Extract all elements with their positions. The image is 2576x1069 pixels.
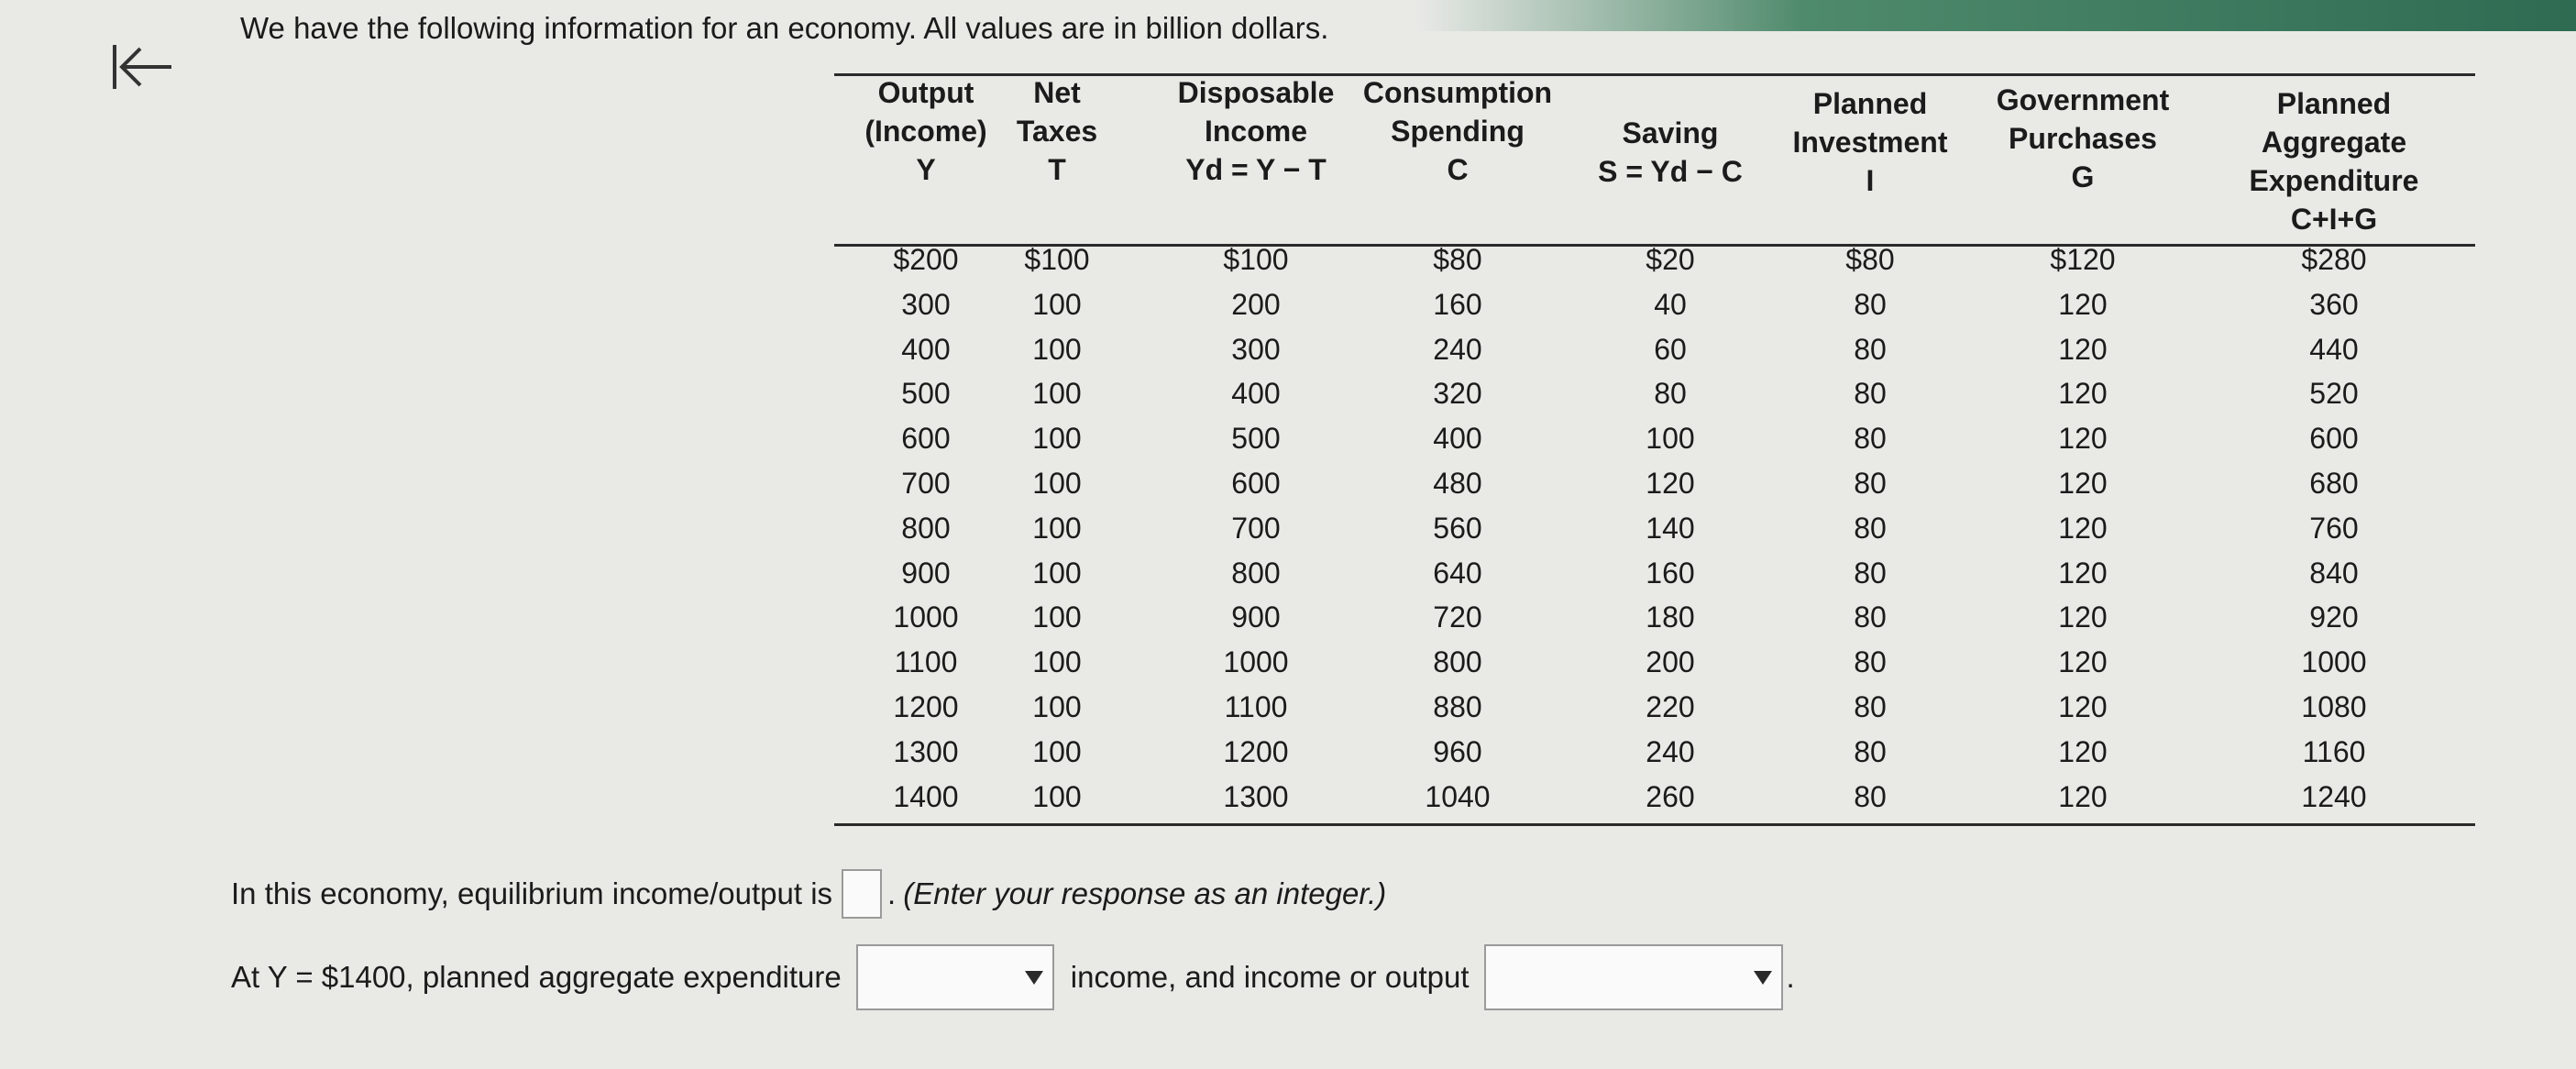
table-cell: 100 (1032, 287, 1082, 321)
table-cell: 560 (1433, 511, 1482, 545)
table-cell: 1300 (893, 734, 959, 768)
column-header-line: Government (1996, 83, 2170, 116)
table-cell: $200 (893, 243, 959, 276)
table-cell: 900 (901, 556, 951, 590)
table-cell: 240 (1433, 332, 1482, 366)
table-cell: 960 (1433, 734, 1482, 768)
table-cell: 100 (1032, 779, 1082, 813)
table-cell: 120 (2058, 779, 2108, 813)
column-header-line: C (1447, 153, 1469, 186)
table-cell: 120 (2058, 645, 2108, 679)
table-cell: 80 (1654, 377, 1687, 411)
table-cell: 700 (1231, 511, 1281, 545)
table-cell: 100 (1032, 690, 1082, 723)
table-cell: 260 (1646, 779, 1695, 813)
table-cell: 120 (2058, 377, 2108, 411)
table-cell: 100 (1032, 422, 1082, 456)
table-cell: 100 (1032, 734, 1082, 768)
question-2-prefix: At Y = $1400, planned aggregate expenditure (231, 960, 842, 994)
table-cell: 240 (1646, 734, 1695, 768)
table-cell: 120 (2058, 511, 2108, 545)
table-cell: 520 (2309, 377, 2359, 411)
table-cell: 1200 (1223, 734, 1289, 768)
table-cell: 1160 (2302, 734, 2366, 768)
column-header-line: Saving (1622, 116, 1719, 149)
column-header-line: I (1866, 164, 1875, 197)
table-cell: 100 (1032, 377, 1082, 411)
table-cell: 100 (1032, 645, 1082, 679)
triangle-down-icon (1021, 964, 1047, 990)
table-cell: 100 (1646, 422, 1695, 456)
table-cell: 1200 (893, 690, 959, 723)
question-1 (231, 869, 1386, 919)
table-cell: 500 (901, 377, 951, 411)
column-header-8 (2250, 84, 2419, 238)
table-cell: $20 (1646, 243, 1695, 276)
back-arrow-icon (105, 39, 179, 94)
table-cell: 80 (1854, 287, 1887, 321)
table-cell: 200 (1231, 287, 1281, 321)
table-cell: 480 (1433, 467, 1482, 500)
table-cell: 300 (901, 287, 951, 321)
table-cell: 200 (1646, 645, 1695, 679)
table-cell: 100 (1032, 332, 1082, 366)
column-header-line: Income (1204, 115, 1308, 148)
column-header-line: Planned (1812, 87, 1928, 120)
table-cell: 360 (2309, 287, 2359, 321)
table-cell: 1240 (2301, 779, 2367, 813)
table-cell: 600 (1231, 467, 1281, 500)
table-cell: 1100 (894, 645, 958, 679)
table-cell: 120 (2058, 601, 2108, 634)
column-header-2 (1017, 73, 1097, 189)
table-cell: 440 (2309, 332, 2359, 366)
column-header-line: Taxes (1016, 115, 1098, 148)
column-header-7 (1997, 81, 2169, 196)
table-cell: 40 (1654, 287, 1687, 321)
table-cell: $100 (1024, 243, 1090, 276)
table-cell: 60 (1654, 332, 1687, 366)
column-header-5 (1598, 114, 1743, 191)
table-cell: 120 (2058, 332, 2108, 366)
table-cell: 760 (2309, 511, 2359, 545)
economy-table (834, 73, 2475, 825)
column-header-4 (1363, 73, 1552, 189)
table-cell: $100 (1223, 243, 1289, 276)
table-cell: 640 (1433, 556, 1482, 590)
table-cell: $120 (2050, 243, 2116, 276)
table-cell: 80 (1854, 645, 1887, 679)
column-header-6 (1793, 84, 1948, 200)
table-cell: 1080 (2301, 690, 2367, 723)
comparison-dropdown-2[interactable] (1484, 944, 1783, 1010)
table-cell: 80 (1854, 556, 1887, 590)
intro-text: We have the following information for an economy. All values are in billion dollars. (240, 11, 1329, 45)
question-2-suffix: . (1786, 960, 1795, 994)
table-cell: 100 (1032, 601, 1082, 634)
column-header-line: Planned (2276, 87, 2392, 120)
column-header-line: T (1048, 153, 1066, 186)
table-cell: $80 (1845, 243, 1895, 276)
table-cell: 80 (1854, 467, 1887, 500)
question-1-hint: (Enter your response as an integer.) (903, 876, 1387, 910)
table-cell: 120 (1646, 467, 1695, 500)
column-header-line: Purchases (2009, 122, 2157, 155)
table-cell: 1100 (1224, 690, 1288, 723)
question-1-prefix: In this economy, equilibrium income/output is (231, 876, 833, 910)
table-cell: 800 (1433, 645, 1482, 679)
table-cell: 120 (2058, 690, 2108, 723)
table-cell: 80 (1854, 377, 1887, 411)
table-cell: 160 (1646, 556, 1695, 590)
column-header-line: Spending (1391, 115, 1525, 148)
question-2 (231, 944, 1795, 1010)
table-cell: 600 (2309, 422, 2359, 456)
table-cell: 1000 (2301, 645, 2367, 679)
table-cell: $80 (1433, 243, 1482, 276)
triangle-down-icon (1750, 964, 1776, 990)
table-cell: 120 (2058, 287, 2108, 321)
table-cell: 1000 (1223, 645, 1289, 679)
table-cell: 80 (1854, 332, 1887, 366)
column-header-line: Disposable (1177, 76, 1335, 109)
table-cell: $280 (2301, 243, 2367, 276)
table-cell: 400 (901, 332, 951, 366)
table-cell: 120 (2058, 556, 2108, 590)
table-cell: 680 (2309, 467, 2359, 500)
table-bottom-rule (834, 823, 2475, 826)
table-cell: 700 (901, 467, 951, 500)
table-cell: 100 (1032, 467, 1082, 500)
column-header-1 (864, 73, 986, 189)
table-cell: 800 (901, 511, 951, 545)
column-header-line: S = Yd − C (1598, 155, 1743, 188)
column-header-line: Consumption (1362, 76, 1553, 109)
table-cell: 300 (1231, 332, 1281, 366)
table-cell: 920 (2309, 601, 2359, 634)
table-cell: 320 (1433, 377, 1482, 411)
table-cell: 400 (1433, 422, 1482, 456)
table-cell: 800 (1231, 556, 1281, 590)
table-cell: 400 (1231, 377, 1281, 411)
table-cell: 160 (1433, 287, 1482, 321)
table-cell: 140 (1646, 511, 1695, 545)
table-cell: 180 (1646, 601, 1695, 634)
column-header-line: Expenditure (2249, 164, 2419, 197)
question-1-suffix: . (887, 876, 897, 910)
question-2-middle: income, and income or output (1070, 960, 1470, 994)
column-header-line: Net (1033, 76, 1081, 109)
table-cell: 600 (901, 422, 951, 456)
table-cell: 80 (1854, 511, 1887, 545)
table-cell: 80 (1854, 601, 1887, 634)
comparison-dropdown-1[interactable] (856, 944, 1054, 1010)
table-cell: 720 (1433, 601, 1482, 634)
table-cell: 900 (1231, 601, 1281, 634)
table-cell: 840 (2309, 556, 2359, 590)
column-header-3 (1178, 73, 1335, 189)
table-cell: 880 (1433, 690, 1482, 723)
table-cell: 80 (1854, 422, 1887, 456)
table-cell: 220 (1646, 690, 1695, 723)
column-header-line: (Income) (864, 115, 987, 148)
table-cell: 120 (2058, 734, 2108, 768)
column-header-line: Aggregate (2261, 126, 2407, 159)
table-cell: 1000 (893, 601, 959, 634)
table-cell: 120 (2058, 467, 2108, 500)
column-header-line: Y (916, 153, 936, 186)
back-button[interactable] (87, 26, 197, 108)
table-cell: 500 (1231, 422, 1281, 456)
column-header-line: C+I+G (2290, 203, 2378, 236)
column-header-line: G (2071, 160, 2095, 193)
column-header-line: Output (877, 76, 974, 109)
table-cell: 1040 (1425, 779, 1491, 813)
table-cell: 1400 (893, 779, 959, 813)
column-header-line: Yd = Y − T (1185, 153, 1327, 186)
table-cell: 120 (2058, 422, 2108, 456)
table-cell: 80 (1854, 734, 1887, 768)
table-cell: 80 (1854, 690, 1887, 723)
table-cell: 100 (1032, 556, 1082, 590)
table-cell: 1300 (1223, 779, 1289, 813)
table-cell: 100 (1032, 511, 1082, 545)
table-cell: 80 (1854, 779, 1887, 813)
equilibrium-output-input[interactable] (842, 869, 882, 919)
column-header-line: Investment (1792, 126, 1948, 159)
